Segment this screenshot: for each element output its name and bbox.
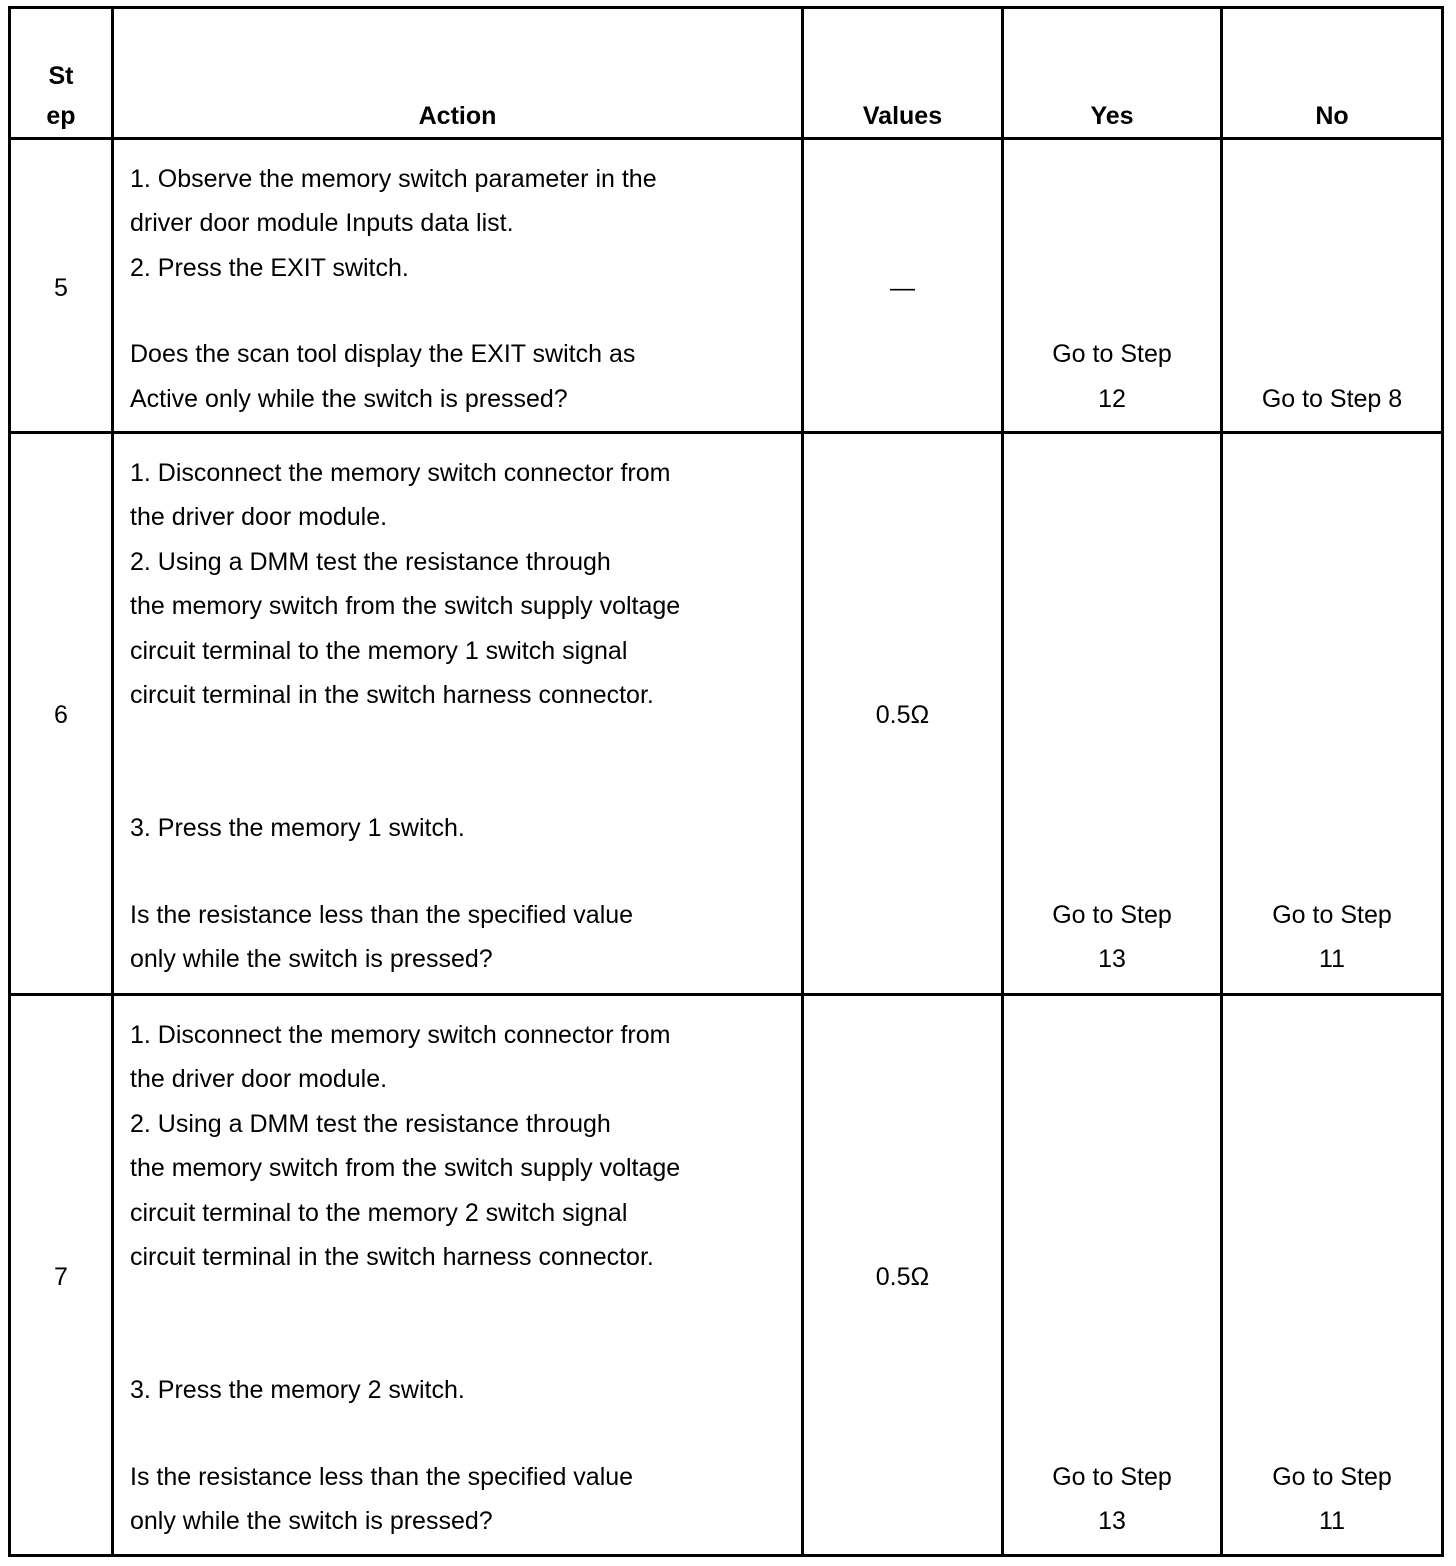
table-row: [10, 995, 1443, 1556]
no-cell: [1222, 139, 1443, 433]
no-link[interactable]: Go to Step 8: [1261, 385, 1403, 413]
action-line: only while the switch is pressed?: [130, 945, 493, 973]
yes-link-step[interactable]: 13: [1098, 1507, 1126, 1535]
action-line: 3. Press the memory 1 switch.: [130, 814, 465, 842]
yes-cell: [1003, 433, 1222, 995]
action-line: 1. Disconnect the memory switch connector from: [130, 459, 671, 487]
table-row: [10, 433, 1443, 995]
yes-link[interactable]: Go to Step: [1052, 1463, 1172, 1491]
value-text: 0.5Ω: [875, 701, 930, 729]
action-line: Is the resistance less than the specified value: [130, 901, 634, 929]
action-line: 2. Press the EXIT switch.: [130, 254, 409, 282]
action-line: Does the scan tool display the EXIT switch as: [130, 340, 636, 368]
value-cell: [803, 995, 1003, 1556]
action-line: circuit terminal to the memory 1 switch signal: [130, 637, 628, 665]
value-text: 0.5Ω: [875, 1263, 930, 1291]
diagnostic-table: [8, 6, 1444, 1557]
header-action: Action: [113, 8, 803, 139]
header-step-line-2: ep: [46, 102, 76, 130]
step-cell: [10, 139, 113, 433]
header-row: [10, 8, 1443, 139]
no-link[interactable]: Go to Step: [1272, 1463, 1392, 1491]
no-link[interactable]: Go to Step: [1272, 901, 1392, 929]
action-line: the memory switch from the switch supply voltage: [130, 592, 681, 620]
step-number: 6: [54, 701, 68, 729]
yes-link[interactable]: Go to Step: [1052, 340, 1172, 368]
step-number: 7: [54, 1263, 68, 1291]
yes-cell: [1003, 995, 1222, 1556]
action-line: the driver door module.: [130, 503, 388, 531]
action-line: 1. Observe the memory switch parameter in the: [130, 165, 657, 193]
action-line: the memory switch from the switch supply voltage: [130, 1154, 681, 1182]
no-cell: [1222, 433, 1443, 995]
action-line: 3. Press the memory 2 switch.: [130, 1376, 465, 1404]
yes-link[interactable]: Go to Step: [1052, 901, 1172, 929]
action-line: circuit terminal to the memory 2 switch signal: [130, 1199, 628, 1227]
no-link-step[interactable]: 11: [1319, 945, 1345, 973]
action-line: 2. Using a DMM test the resistance through: [130, 1110, 611, 1138]
table-row: [10, 139, 1443, 433]
action-line: 1. Disconnect the memory switch connector from: [130, 1021, 671, 1049]
no-cell: [1222, 995, 1443, 1556]
no-link-step[interactable]: 11: [1319, 1507, 1345, 1535]
action-cell: [113, 139, 803, 433]
action-line: Is the resistance less than the specified value: [130, 1463, 634, 1491]
header-no: No: [1222, 8, 1443, 139]
value-cell: [803, 139, 1003, 433]
yes-link-step[interactable]: 13: [1098, 945, 1126, 973]
step-cell: [10, 995, 113, 1556]
value-cell: [803, 433, 1003, 995]
header-values: Values: [803, 8, 1003, 139]
action-line: driver door module Inputs data list.: [130, 209, 514, 237]
yes-link-step[interactable]: 12: [1098, 385, 1126, 413]
action-line: only while the switch is pressed?: [130, 1507, 493, 1535]
step-cell: [10, 433, 113, 995]
action-line: circuit terminal in the switch harness connector.: [130, 1243, 654, 1271]
step-number: 5: [54, 274, 68, 302]
action-line: Active only while the switch is pressed?: [130, 385, 568, 413]
header-yes: Yes: [1003, 8, 1222, 139]
yes-cell: [1003, 139, 1222, 433]
action-line: 2. Using a DMM test the resistance through: [130, 548, 611, 576]
action-line: the driver door module.: [130, 1065, 388, 1093]
action-line: circuit terminal in the switch harness connector.: [130, 681, 654, 709]
header-step-line-1: St: [48, 62, 74, 90]
header-step: [10, 8, 113, 139]
value-text: —: [890, 274, 915, 302]
action-cell: [113, 433, 803, 995]
action-cell: [113, 995, 803, 1556]
